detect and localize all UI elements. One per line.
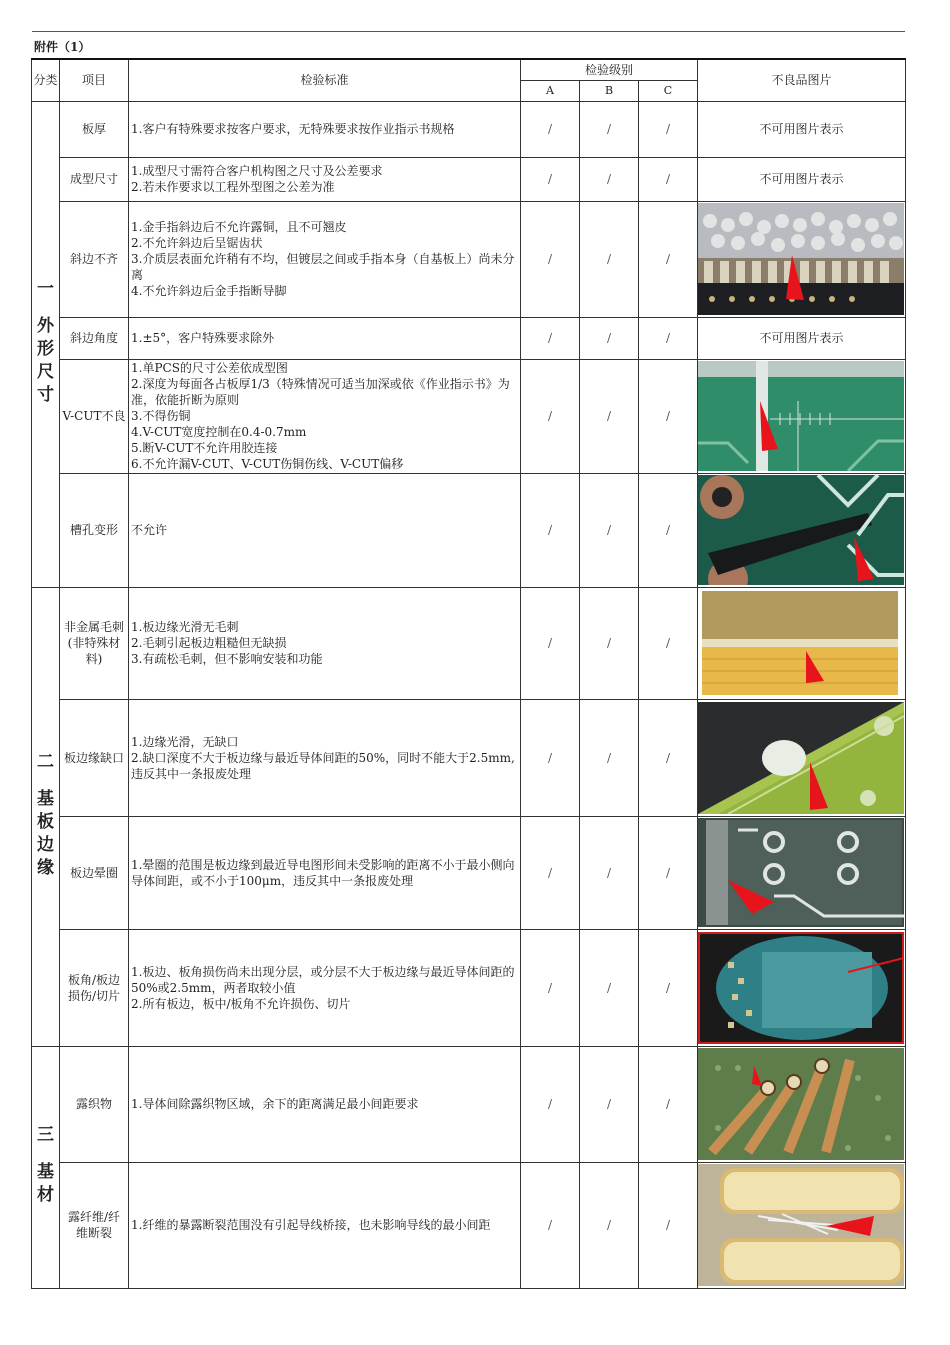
table-row <box>32 816 906 929</box>
defect-image-cell <box>698 929 906 1046</box>
level-c-mark: / <box>639 699 698 816</box>
level-b-mark: / <box>580 473 639 587</box>
level-c-mark: / <box>639 317 698 359</box>
level-a-mark: / <box>521 587 580 699</box>
item-name: 斜边不齐 <box>60 201 129 317</box>
category-char: 板 <box>37 811 54 832</box>
standard-line: 1.纤维的暴露断裂范围没有引起导线桥接，也未影响导线的最小间距 <box>131 1218 491 1232</box>
level-b-mark: / <box>580 317 639 359</box>
level-b-mark: / <box>580 101 639 157</box>
level-b-mark: / <box>580 1046 639 1162</box>
defect-image-cell <box>698 699 906 816</box>
level-b-mark: / <box>580 816 639 929</box>
table-row <box>32 929 906 1046</box>
standard-line: 2.所有板边，板中/板角不允许损伤、切片 <box>131 996 351 1011</box>
haloing-photo <box>698 818 904 927</box>
table-row <box>32 1046 906 1162</box>
image-note: 不可用图片表示 <box>698 317 906 359</box>
inspection-standard <box>129 473 521 587</box>
defect-image-cell <box>698 201 906 317</box>
defect-image-cell <box>698 473 906 587</box>
level-a-mark: / <box>521 359 580 473</box>
category-char: 形 <box>37 339 54 359</box>
level-a-mark: / <box>521 157 580 201</box>
header-level-a: A <box>521 80 580 101</box>
inspection-standard <box>129 317 521 359</box>
category-char: 基 <box>37 788 54 809</box>
item-name: V-CUT不良 <box>60 359 129 473</box>
item-name: 露织物 <box>60 1046 129 1162</box>
item-name: 槽孔变形 <box>60 473 129 587</box>
standard-line: 6.不允许漏V-CUT、V-CUT伤铜伤线、V-CUT偏移 <box>131 457 404 471</box>
category-char: 材 <box>37 1185 54 1205</box>
level-c-mark: / <box>639 101 698 157</box>
standard-line: 2.不允许斜边后呈锯齿状 <box>131 236 263 250</box>
inspection-standard <box>129 929 521 1046</box>
level-c-mark: / <box>639 359 698 473</box>
image-note: 不可用图片表示 <box>698 157 906 201</box>
inspection-standard <box>129 101 521 157</box>
level-b-mark: / <box>580 157 639 201</box>
inspection-standard <box>129 816 521 929</box>
table-row <box>32 317 906 359</box>
edge-notch-photo <box>698 702 904 814</box>
level-a-mark: / <box>521 929 580 1046</box>
standard-line: 1.单PCS的尺寸公差依成型图 <box>131 361 288 375</box>
header-item: 项目 <box>60 59 129 101</box>
defect-image-cell <box>698 816 906 929</box>
standard-line: 3.不得伤铜 <box>131 409 191 423</box>
level-c-mark: / <box>639 929 698 1046</box>
inspection-standard <box>129 201 521 317</box>
table-row <box>32 101 906 157</box>
table-row <box>32 699 906 816</box>
item-name: 露纤维/纤维断裂 <box>60 1162 129 1288</box>
defect-image-cell <box>698 359 906 473</box>
standard-line: 1.边缘光滑，无缺口 <box>131 734 239 749</box>
level-a-mark: / <box>521 1162 580 1288</box>
header-level-c: C <box>639 80 698 101</box>
level-c-mark: / <box>639 1046 698 1162</box>
table-row <box>32 473 906 587</box>
image-note: 不可用图片表示 <box>698 101 906 157</box>
standard-line: 3.有疏松毛刺，但不影响安装和功能 <box>131 652 323 666</box>
level-a-mark: / <box>521 816 580 929</box>
standard-line: 不允许 <box>131 523 168 537</box>
table-row <box>32 587 906 699</box>
table-row <box>32 201 906 317</box>
level-c-mark: / <box>639 157 698 201</box>
standard-line: 5.断V-CUT不允许用胶连接 <box>131 441 278 455</box>
top-rule <box>32 31 905 32</box>
level-c-mark: / <box>639 201 698 317</box>
slot-hole-photo <box>698 475 904 585</box>
item-name: 成型尺寸 <box>60 157 129 201</box>
level-a-mark: / <box>521 473 580 587</box>
inspection-table <box>31 58 906 1289</box>
inspection-standard <box>129 157 521 201</box>
table-row <box>32 1162 906 1288</box>
level-a-mark: / <box>521 317 580 359</box>
category-dimension <box>32 101 60 587</box>
fiber-exposure-photo <box>698 1164 904 1286</box>
level-c-mark: / <box>639 816 698 929</box>
level-b-mark: / <box>580 201 639 317</box>
annex-title: 附件（1） <box>34 40 91 54</box>
defect-image-cell <box>698 587 906 699</box>
standard-line: 1.客户有特殊要求按客户要求，无特殊要求按作业指示书规格 <box>131 122 455 136</box>
inspection-standard <box>129 587 521 699</box>
item-name: 板边晕圈 <box>60 816 129 929</box>
category-char: 边 <box>37 834 54 855</box>
category-char: 缘 <box>37 857 54 878</box>
level-a-mark: / <box>521 201 580 317</box>
item-name: 板边缘缺口 <box>60 699 129 816</box>
standard-line: 3.介质层表面允许稍有不均，但镀层之间或手指本身（自基板上）尚未分离 <box>131 252 515 282</box>
inspection-standard <box>129 359 521 473</box>
level-c-mark: / <box>639 473 698 587</box>
defect-image-cell <box>698 1162 906 1288</box>
item-name: 板角/板边损伤/切片 <box>60 929 129 1046</box>
level-b-mark: / <box>580 929 639 1046</box>
item-name: 板厚 <box>60 101 129 157</box>
header-category: 分类 <box>32 59 60 101</box>
category-number: 二 <box>37 751 54 772</box>
item-name: 斜边角度 <box>60 317 129 359</box>
v-cut-photo <box>698 361 904 471</box>
standard-line: 2.毛刺引起板边粗糙但无缺损 <box>131 636 287 650</box>
category-base-material <box>32 1046 60 1288</box>
standard-line: 1.导体间除露织物区域，余下的距离满足最小间距要求 <box>131 1097 419 1111</box>
standard-line: 4.V-CUT宽度控制在0.4-0.7mm <box>131 425 307 439</box>
category-char: 尺 <box>37 362 54 382</box>
category-char: 外 <box>37 316 54 336</box>
standard-line: 1.±5°，客户特殊要求除外 <box>131 331 275 345</box>
level-b-mark: / <box>580 359 639 473</box>
standard-line: 2.深度为每面各占板厚1/3（特殊情况可适当加深或依《作业指示书》为准，依能折断为原则 <box>131 377 510 407</box>
header-row <box>32 59 906 80</box>
category-number: 一 <box>37 279 54 299</box>
header-defect-image: 不良品图片 <box>698 59 906 101</box>
item-name: 非金属毛刺(非特殊材料) <box>60 587 129 699</box>
category-char: 寸 <box>37 385 54 405</box>
level-a-mark: / <box>521 699 580 816</box>
table-row <box>32 359 906 473</box>
category-char: 基 <box>37 1162 54 1182</box>
level-b-mark: / <box>580 1162 639 1288</box>
table-row <box>32 157 906 201</box>
level-b-mark: / <box>580 587 639 699</box>
header-standard: 检验标准 <box>129 59 521 101</box>
level-c-mark: / <box>639 587 698 699</box>
category-number: 三 <box>37 1125 54 1145</box>
standard-line: 2.若未作要求以工程外型图之公差为准 <box>131 180 335 194</box>
inspection-standard <box>129 1046 521 1162</box>
weave-exposure-photo <box>698 1048 904 1160</box>
level-a-mark: / <box>521 101 580 157</box>
burr-photo <box>698 589 904 697</box>
standard-line: 1.晕圈的范围是板边缘到最近导电图形间未受影响的距离不小于最小侧向导体间距，或不小于100μm，违反其中一条报废处理 <box>131 857 515 888</box>
standard-line: 2.缺口深度不大于板边缘与最近导体间距的50%，同时不能大于2.5mm,违反其中一条报废处理 <box>131 750 515 781</box>
standard-line: 1.板边、板角损伤尚未出现分层，或分层不大于板边缘与最近导体间距的50%或2.5mm，两者取较小值 <box>131 964 515 995</box>
standard-line: 1.成型尺寸需符合客户机构图之尺寸及公差要求 <box>131 164 383 178</box>
standard-line: 1.板边缘光滑无毛刺 <box>131 620 239 634</box>
category-board-edge <box>32 587 60 1046</box>
inspection-standard <box>129 699 521 816</box>
header-level: 检验级别 <box>521 59 698 80</box>
standard-line: 1.金手指斜边后不允许露铜，且不可翘皮 <box>131 220 347 234</box>
level-b-mark: / <box>580 699 639 816</box>
beveled-edge-photo <box>698 203 904 315</box>
header-level-b: B <box>580 80 639 101</box>
defect-image-cell <box>698 1046 906 1162</box>
standard-line: 4.不允许斜边后金手指断导脚 <box>131 284 287 298</box>
level-c-mark: / <box>639 1162 698 1288</box>
level-a-mark: / <box>521 1046 580 1162</box>
corner-damage-photo <box>698 932 904 1044</box>
inspection-standard <box>129 1162 521 1288</box>
